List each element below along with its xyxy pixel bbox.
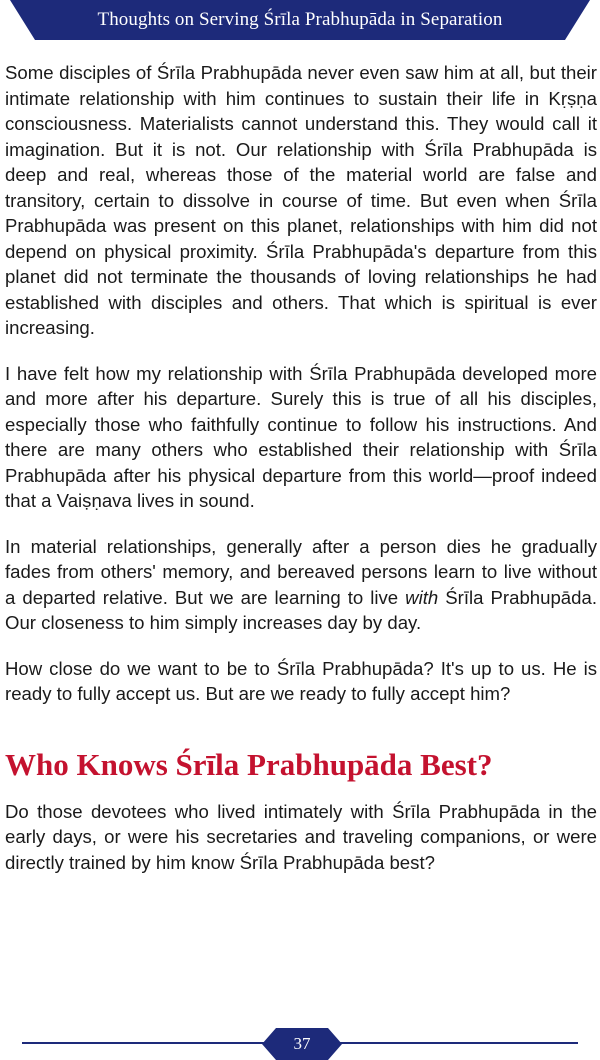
paragraph-1: Some disciples of Śrīla Prabhupāda never even saw him at all, but their intimate relationship with him continues to sustain their life in Kṛṣṇa consciousness. Materialists cannot understand this. They would call it imagination. But it is not. Our relationship with Śrīla Prabhupāda is deep and real, whereas those of the material world are false and transitory, certain to dissolve in course of time. But even when Śrīla Prabhupāda was present on this planet, relationships with him did not depend on physical proximity. Śrīla Prabhupāda's departure from this planet did not terminate the thousands of loving relationships he had established with disciples and others. That which is spiritual is ever increasing. (5, 62, 597, 338)
page-footer (0, 1028, 600, 1060)
paragraph-3-emphasis: with (405, 586, 439, 608)
paragraph-4: How close do we want to be to Śrīla Prabhupāda? It's up to us. He is ready to fully accept us. But are we ready to fully accept him? (5, 657, 597, 704)
section-paragraph: Do those devotees who lived intimately with Śrīla Prabhupāda in the early days, or were his secretaries and traveling companions, or were directly trained by him know Śrīla Prabhupāda best? (5, 800, 597, 873)
page-number-badge (262, 1028, 342, 1060)
paragraph-3 (5, 534, 597, 636)
page-number: 37 (293, 1034, 311, 1053)
page-body (5, 60, 597, 895)
paragraph-3-text-after: Śrīla Prabhupāda. Our closeness to him simply increases day by day. (5, 586, 597, 633)
running-header-title: Thoughts on Serving Śrīla Prabhupāda in Separation (97, 9, 503, 30)
section-heading: Who Knows Śrīla Prabhupāda Best? (5, 746, 493, 782)
paragraph-2: I have felt how my relationship with Śrīla Prabhupāda developed more and more after his departure. Surely this is true of all his disciples, especially those who faithfully continue to follow his instructions. And there are many others who established their relationship with Śrīla Prabhupāda after his physical departure from this world—proof indeed that a Vaiṣṇava lives in sound. (5, 362, 597, 511)
paragraph-3-text-before: In material relationships, generally after a person dies he gradually fades from others' memory, and bereaved persons learn to live without a departed relative. But we are learning to live (5, 535, 597, 608)
